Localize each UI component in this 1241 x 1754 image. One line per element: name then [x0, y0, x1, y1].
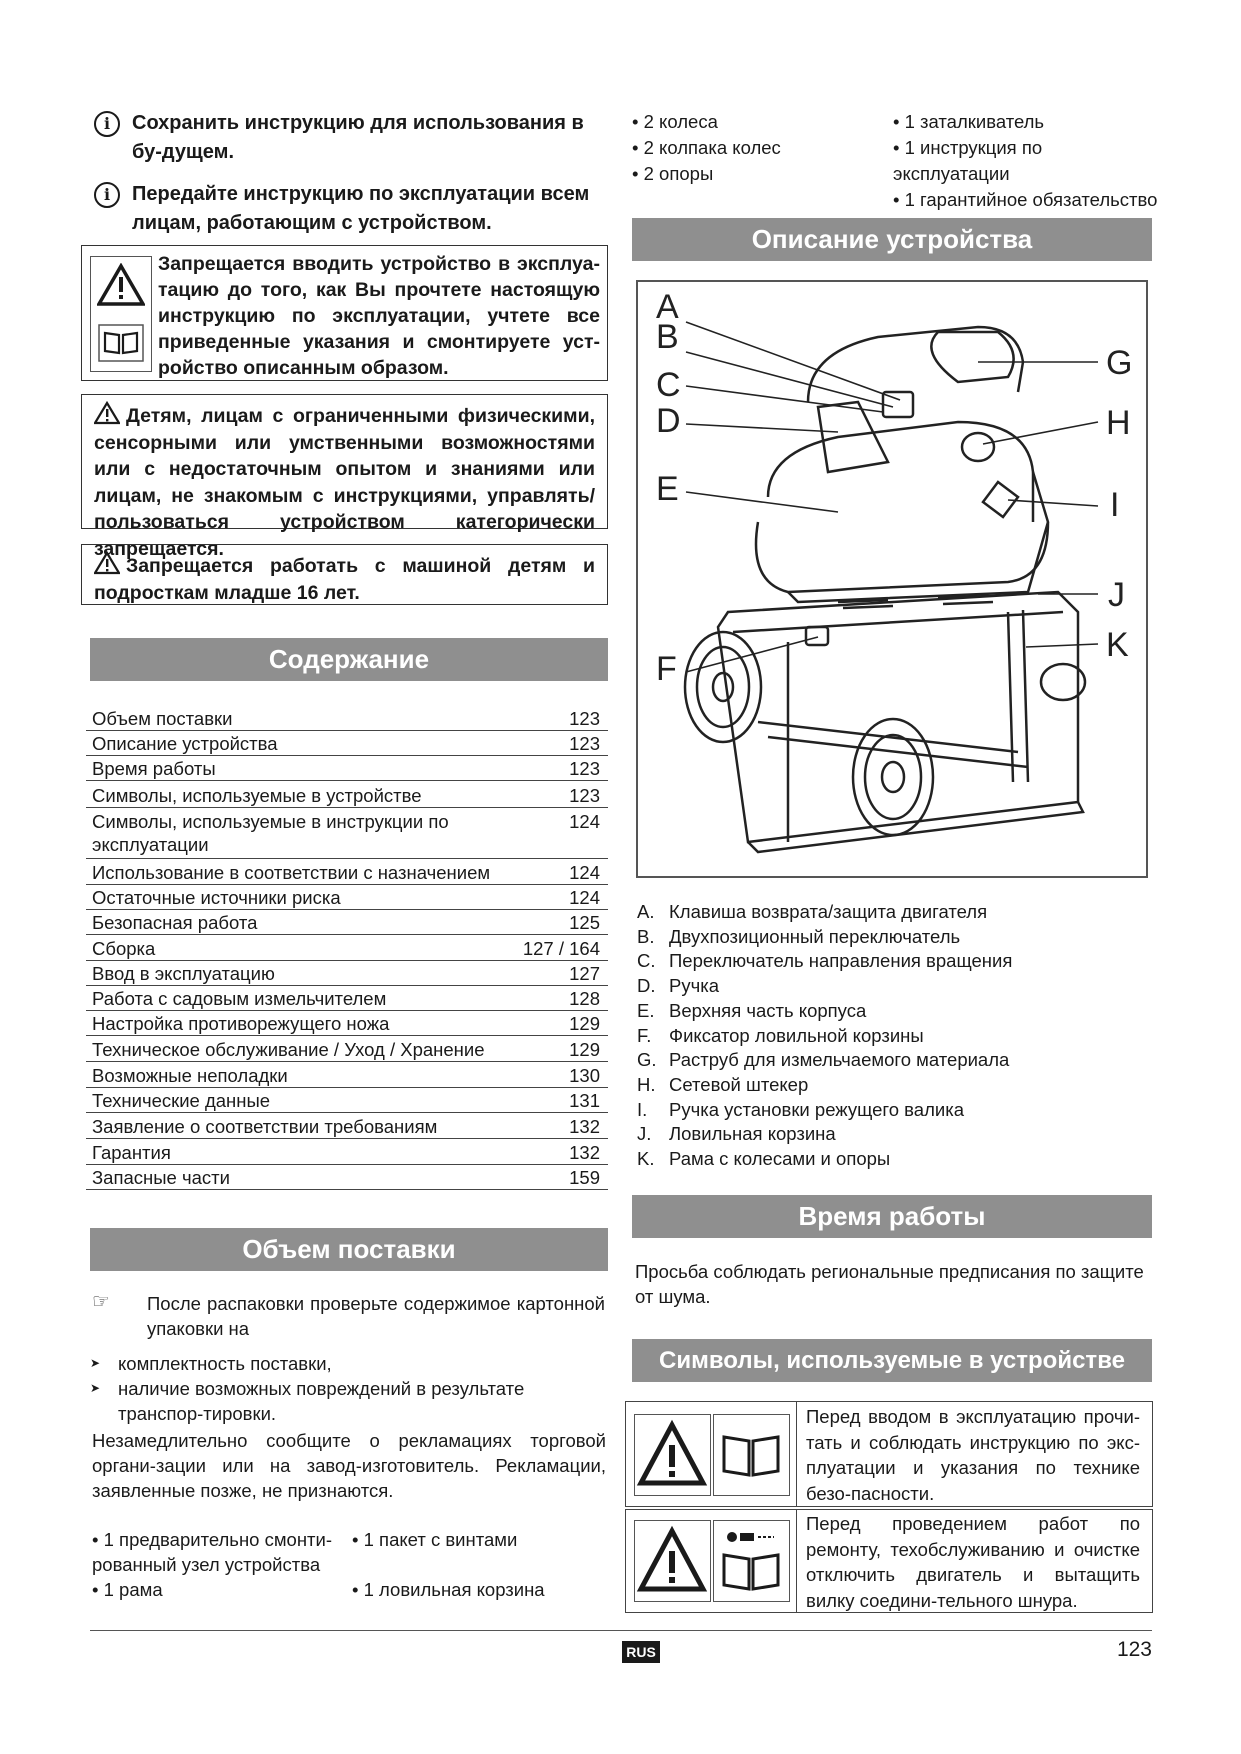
toc-row[interactable]: Безопасная работа 125 — [86, 911, 608, 935]
warning-icon-frame — [634, 1414, 711, 1496]
symbols-header: Символы, используемые в устройстве — [632, 1339, 1152, 1382]
figure-label: A — [656, 288, 679, 326]
figure-label: E — [656, 470, 679, 508]
scope-item: • 1 гарантийное обязательство — [893, 189, 1158, 210]
figure-legend — [637, 900, 1012, 1172]
note-text: Сохранить инструкцию для использования в бу-дущем. — [132, 112, 584, 163]
toc-row[interactable]: Ввод в эксплуатацию 127 — [86, 962, 608, 986]
toc-row[interactable]: Использование в соответствии с назначением 124 — [86, 861, 608, 885]
figure-label: I — [1110, 486, 1120, 524]
scope-items-right-a — [632, 109, 882, 187]
unplug-manual-icon-frame — [713, 1520, 790, 1602]
legend-item: F. Фиксатор ловильной корзины — [637, 1024, 924, 1046]
scope-item: • 1 инструкция по эксплуатации — [893, 137, 1043, 184]
manual-book-icon — [97, 323, 145, 363]
scope-item: • 2 колпака колес — [632, 137, 781, 158]
manual-book-icon — [714, 1415, 788, 1493]
manual-warning-text: Запрещается вводить устройство в эксплуа-тацию до того, как Вы прочтете настоящую инструкцию по эксплуатации, учтете все приведенные указания и смонтируете уст-ройство описанным образом. — [158, 253, 600, 379]
scope-item: • 1 пакет с винтами — [352, 1529, 518, 1550]
symbol-row — [625, 1401, 1153, 1507]
manual-warning-box — [81, 245, 608, 381]
warning-triangle-icon — [94, 551, 120, 575]
scope-check: наличие возможных повреждений в результате транспор-тировки. — [118, 1378, 525, 1424]
figure-label: B — [656, 318, 679, 356]
scope-claims: Незамедлительно сообщите о рекламациях торговой органи-зации или на завод-изготовитель. Рекламации, заявленные позже, не признаются. — [92, 1430, 606, 1501]
legend-item: I. Ручка установки режущего валика — [637, 1098, 965, 1120]
unplug-plug-icon — [714, 1521, 788, 1599]
info-icon: i — [94, 111, 120, 137]
legend-item: G. Раструб для измельчаемого материала — [637, 1049, 1010, 1071]
legend-item: H. Сетевой штекер — [637, 1073, 809, 1095]
note-text: Передайте инструкцию по эксплуатации всем лицам, работающим с устройством. — [132, 183, 590, 234]
worktime-header: Время работы — [632, 1195, 1152, 1238]
toc-row[interactable]: Работа с садовым измельчителем 128 — [86, 987, 608, 1011]
figure-label: K — [1106, 626, 1129, 664]
pointing-hand-icon: ☞ — [92, 1291, 110, 1313]
footer-rule — [90, 1630, 1152, 1631]
symbol-description: Перед вводом в эксплуатацию прочи-тать и соблюдать инструкцию по экс-плуатации и указания по технике безо-пасности. — [806, 1406, 1140, 1504]
scope-intro: После распаковки проверьте содержимое картонной упаковки на — [147, 1293, 605, 1339]
scope-item: • 1 ловильная корзина — [352, 1579, 545, 1600]
info-icon: i — [94, 182, 120, 208]
contents-header: Содержание — [90, 638, 608, 681]
language-badge: RUS — [622, 1641, 660, 1663]
toc-row[interactable]: Символы, используемые в инструкции по эксплуатации 124 — [86, 810, 608, 859]
scope-check: комплектность поставки, — [118, 1353, 332, 1374]
figure-label: F — [656, 650, 677, 688]
toc-row[interactable]: Возможные неполадки 130 — [86, 1064, 608, 1088]
scope-item: • 1 рама — [92, 1579, 163, 1600]
legend-item: C. Переключатель направления вращения — [637, 950, 1013, 972]
figure-label: C — [656, 366, 681, 404]
toc-row[interactable]: Символы, используемые в устройстве 123 — [86, 784, 608, 808]
toc-row[interactable]: Описание устройства 123 — [86, 732, 608, 756]
page-number: 123 — [1116, 1638, 1152, 1661]
toc-row[interactable]: Технические данные 131 — [86, 1089, 608, 1113]
toc-row[interactable]: Остаточные источники риска 124 — [86, 886, 608, 910]
scope-item: • 2 опоры — [632, 163, 714, 184]
toc-row[interactable]: Время работы 123 — [86, 757, 608, 781]
figure-label: D — [656, 402, 681, 440]
description-header: Описание устройства — [632, 218, 1152, 261]
toc-row[interactable]: Запасные части 159 — [86, 1166, 608, 1190]
warning-icon-panel — [90, 256, 152, 372]
legend-item: A. Клавиша возврата/защита двигателя — [637, 901, 988, 922]
toc-row[interactable]: Гарантия 132 — [86, 1141, 608, 1165]
scope-item: • 2 колеса — [632, 111, 718, 132]
warning-icon-frame — [634, 1520, 711, 1602]
legend-item: E. Верхняя часть корпуса — [637, 999, 867, 1021]
legend-item: B. Двухпозиционный переключатель — [637, 925, 961, 947]
toc-row[interactable]: Сборка 127 / 164 — [86, 937, 608, 961]
symbol-row — [625, 1509, 1153, 1613]
age-warning-text: Запрещается работать с машиной детям и подросткам младше 16 лет. — [94, 551, 595, 606]
children-warning-text: Детям, лицам с ограниченными физическими, сенсорными или умственными возможностями или с недостаточным опытом и знаниями или лицам, не знакомым с инструкциями, управлять/пользоваться устройством категорически запрещается. — [94, 401, 595, 562]
figure-label: J — [1108, 576, 1125, 614]
figure-label: G — [1106, 344, 1133, 382]
scope-items-right-b — [893, 109, 1163, 213]
scope-item: • 1 заталкиватель — [893, 111, 1045, 132]
figure-label: H — [1106, 404, 1131, 442]
arrow-bullet-icon: ➤ — [90, 1356, 101, 1370]
worktime-text: Просьба соблюдать региональные предписания по защите от шума. — [635, 1261, 1144, 1307]
legend-item: K. Рама с колесами и опоры — [637, 1148, 891, 1170]
warning-triangle-icon — [97, 263, 145, 307]
age-warning-box — [81, 544, 608, 605]
symbol-description: Перед проведением работ по ремонту, техобслуживанию и очистке отключить двигатель и вытащить вилку соедини-тельного шнура. — [806, 1513, 1140, 1611]
device-figure — [636, 280, 1148, 878]
garden-shredder-illustration — [638, 282, 1146, 876]
warning-triangle-icon — [635, 1415, 709, 1493]
legend-item: J. Ловильная корзина — [637, 1123, 836, 1145]
toc-row[interactable]: Заявление о соответствии требованиям 132 — [86, 1115, 608, 1139]
arrow-bullet-icon: ➤ — [90, 1381, 101, 1395]
manual-icon-frame — [713, 1414, 790, 1496]
toc-row[interactable]: Объем поставки 123 — [86, 707, 608, 731]
legend-item: D. Ручка — [637, 975, 720, 997]
scope-header: Объем поставки — [90, 1228, 608, 1271]
info-note-keep — [94, 109, 604, 167]
toc-row[interactable]: Техническое обслуживание / Уход / Хранение 129 — [86, 1038, 608, 1062]
scope-item: • 1 предварительно смонти-рованный узел устройства — [92, 1529, 333, 1575]
info-note-pass-on — [94, 180, 604, 238]
children-warning-box — [81, 394, 608, 560]
warning-triangle-icon — [635, 1521, 709, 1599]
toc-row[interactable]: Настройка противорежущего ножа 129 — [86, 1012, 608, 1036]
warning-triangle-icon — [94, 401, 120, 425]
